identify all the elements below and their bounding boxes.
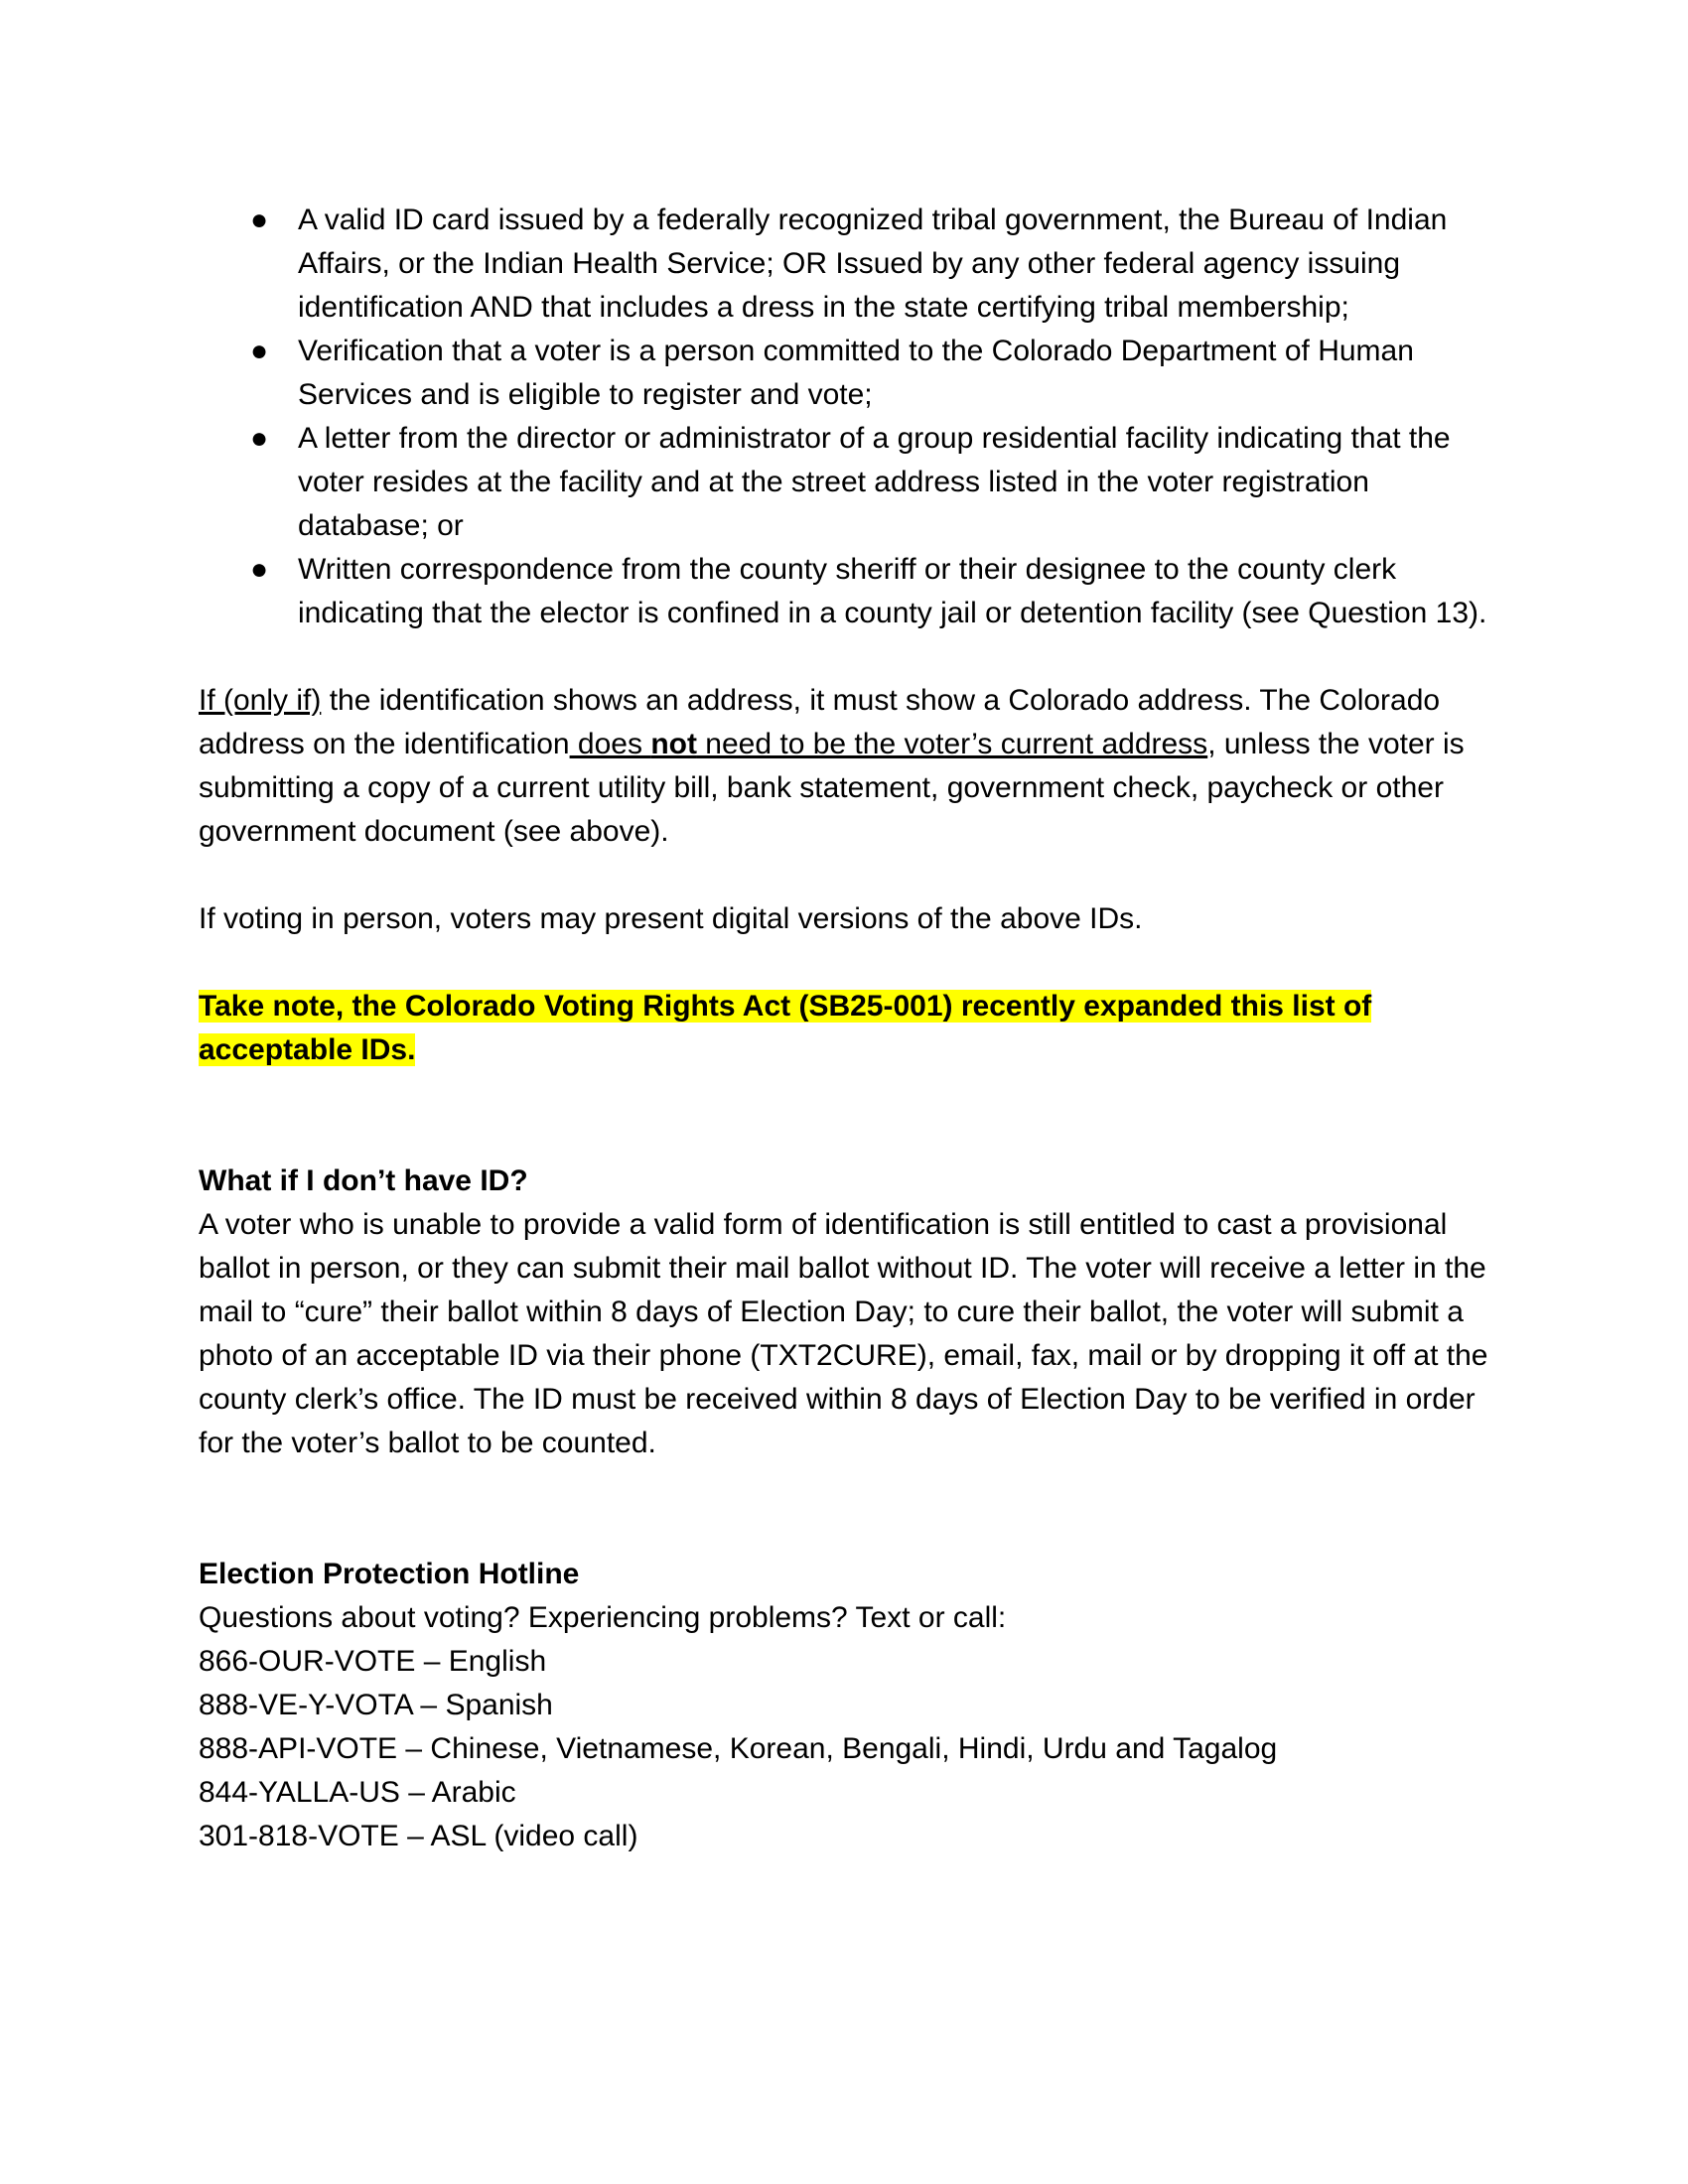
bullet-dot-icon: ●: [250, 335, 269, 367]
id-bullet-list: [199, 199, 1499, 635]
hotline-line: 888-API-VOTE – Chinese, Vietnamese, Korean, Bengali, Hindi, Urdu and Tagalog: [199, 1732, 1278, 1765]
list-item-text: Verification that a voter is a person committed to the Colorado Department of Human Services and is eligible to register and vote;: [298, 335, 1414, 411]
highlighted-note: [199, 985, 1499, 1072]
list-item-text: A valid ID card issued by a federally recognized tribal government, the Bureau of Indian Affairs, or the Indian Health Service; OR Issued by any other federal agency issuing identification AND that includes a dress in the state certifying tribal membership;: [298, 204, 1448, 324]
hotline-line: 888-VE-Y-VOTA – Spanish: [199, 1689, 553, 1721]
list-item: [199, 417, 1499, 548]
list-item: [199, 330, 1499, 417]
not-current-address-text: [570, 728, 1208, 760]
hotline-heading: Election Protection Hotline: [199, 1558, 580, 1590]
address-paragraph: [199, 679, 1499, 854]
spacer: [199, 941, 1499, 985]
spacer: [199, 1072, 1499, 1160]
underlined-text-a: does: [569, 728, 651, 760]
page-content: [199, 199, 1499, 1858]
highlighted-note-text: Take note, the Colorado Voting Rights Act (SB25-001) recently expanded this list of acceptable IDs.: [199, 990, 1372, 1066]
spacer: [199, 1465, 1499, 1553]
bullet-dot-icon: ●: [250, 553, 269, 586]
no-id-heading: What if I don’t have ID?: [199, 1164, 528, 1197]
if-only-if-text: If (only if): [199, 684, 322, 717]
bullet-dot-icon: ●: [250, 204, 269, 236]
list-item-text: Written correspondence from the county sheriff or their designee to the county clerk indicating that the elector is confined in a county jail or detention facility (see Question 13).: [298, 553, 1487, 629]
list-item-text: A letter from the director or administrator of a group residential facility indicating that the voter resides at the facility and at the street address listed in the voter registration database; or: [298, 422, 1451, 542]
address-text-1: the identification shows an address, it must show a Colorado address. The Colorado address on the identification: [199, 684, 1441, 760]
no-id-body: A voter who is unable to provide a valid form of identification is still entitled to cast a provisional ballot in person, or they can submit their mail ballot without ID. The voter will receive a letter in the mail to “cure” their ballot within 8 days of Election Day; to cure their ballot, the voter will submit a photo of an acceptable ID via their phone (TXT2CURE), email, fax, mail or by dropping it off at the county clerk’s office. The ID must be received within 8 days of Election Day to be verified in order for the voter’s ballot to be counted.: [199, 1208, 1488, 1459]
underlined-bold-not: not: [650, 728, 697, 760]
spacer: [199, 854, 1499, 897]
list-item: [199, 548, 1499, 635]
bullet-dot-icon: ●: [250, 422, 269, 455]
hotline-intro: Questions about voting? Experiencing problems? Text or call:: [199, 1601, 1007, 1634]
list-item: [199, 199, 1499, 330]
hotline-line: 301-818-VOTE – ASL (video call): [199, 1820, 638, 1852]
underlined-text-b: need to be the voter’s current address: [696, 728, 1208, 760]
hotline-line: 866-OUR-VOTE – English: [199, 1645, 547, 1678]
hotline-line: 844-YALLA-US – Arabic: [199, 1776, 516, 1809]
address-text-2: , unless the voter is submitting a copy of a current utility bill, bank statement, government check, paycheck or other government document (see above).: [199, 728, 1465, 848]
digital-id-paragraph: If voting in person, voters may present digital versions of the above IDs.: [199, 902, 1143, 935]
spacer: [199, 635, 1499, 679]
